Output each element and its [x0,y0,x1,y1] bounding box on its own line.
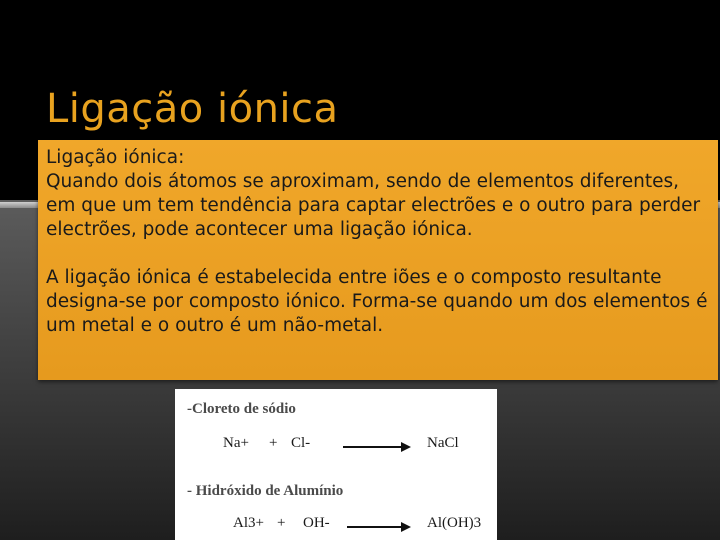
example-1-cation: Na+ [223,435,249,451]
slide-title: Ligação iónica [46,86,339,132]
example-2-cation: Al3+ [233,515,264,531]
paragraph-1: Quando dois átomos se aproximam, sendo de elementos diferentes, em que um tem tendência para captar electrões e o outro para perder electrões, pode acontecer uma ligação iónica. [46,171,701,240]
text-box [38,140,718,380]
example-2-anion: OH- [303,515,330,531]
example-2-product: Al(OH)3 [427,515,482,531]
paragraph-2: A ligação iónica é estabelecida entre iões e o composto resultante designa-se por composto iónico. Forma-se quando um dos elementos é um metal e o outro é um não-metal. [46,267,708,336]
example-2-arrow [347,526,409,528]
example-2-heading: - Hidróxido de Alumínio [187,483,344,499]
example-1-anion: Cl- [291,435,311,451]
example-1-product: NaCl [427,435,459,451]
example-1-plus: + [269,435,278,451]
example-1-arrow [343,446,409,448]
example-1-heading: -Cloreto de sódio [187,401,296,417]
reaction-figure [175,389,497,540]
example-2-plus: + [277,515,286,531]
box-heading: Ligação iónica: [46,147,185,168]
